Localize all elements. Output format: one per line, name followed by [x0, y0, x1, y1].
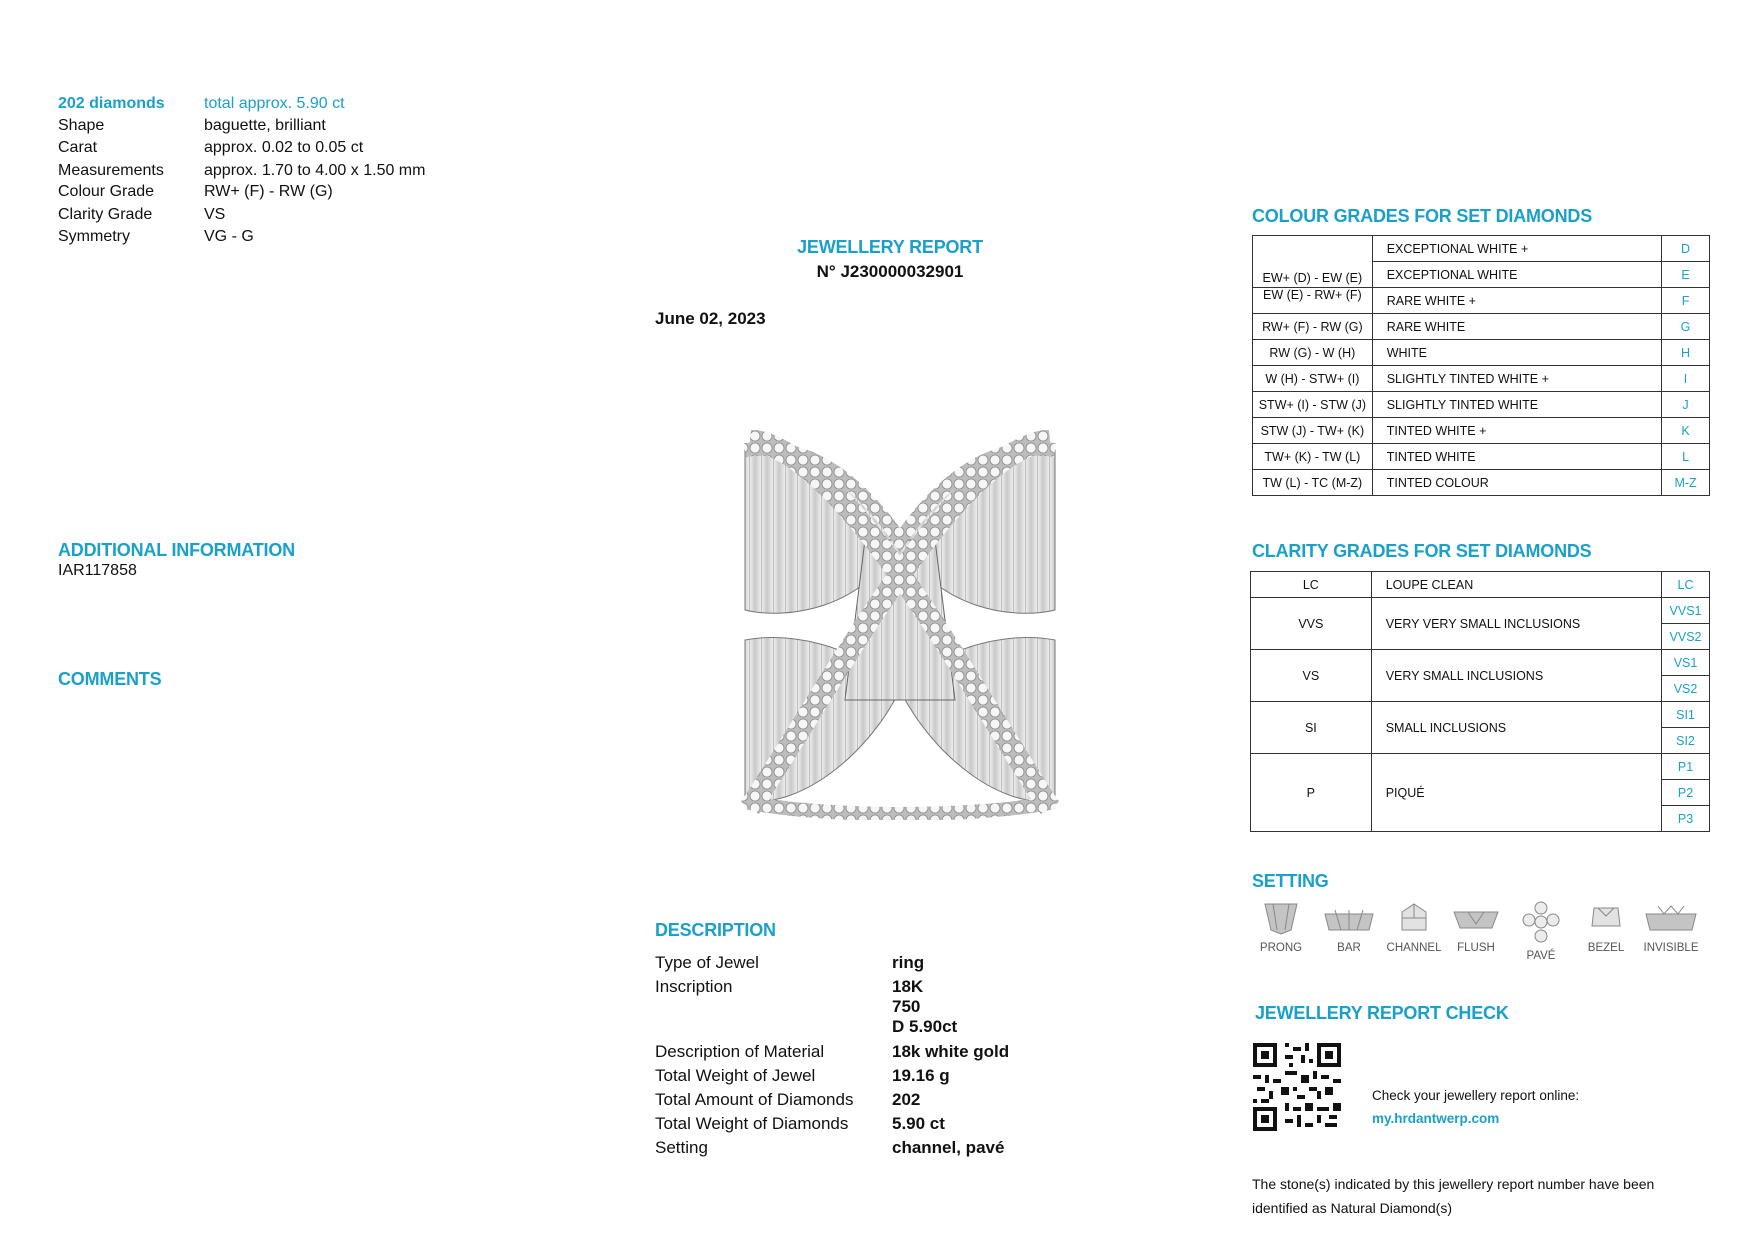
setting-label: CHANNEL	[1386, 942, 1442, 954]
description-value: 5.90 ct	[892, 1114, 945, 1133]
disclaimer-line-2: identified as Natural Diamond(s)	[1252, 1200, 1452, 1216]
table-row	[1253, 314, 1710, 340]
colour-group: EW (E) - RW+ (F)	[1253, 288, 1373, 314]
colour-group: TW+ (K) - TW (L)	[1253, 444, 1373, 470]
report-check-link[interactable]: my.hrdantwerp.com	[1372, 1111, 1500, 1126]
description-key: Total Weight of Jewel	[655, 1066, 816, 1085]
stone-row-value: baguette, brilliant	[204, 117, 326, 134]
colour-code: L	[1662, 444, 1710, 470]
description-key: Total Weight of Diamonds	[655, 1114, 849, 1133]
colour-name: SLIGHTLY TINTED WHITE	[1372, 392, 1661, 418]
setting-prong	[1250, 900, 1312, 954]
description-value: channel, pavé	[892, 1138, 1005, 1157]
table-row	[1251, 702, 1710, 728]
description-value: 18K	[892, 977, 924, 996]
table-row	[1253, 366, 1710, 392]
colour-group: W (H) - STW+ (I)	[1253, 366, 1373, 392]
colour-name: TINTED WHITE +	[1372, 418, 1661, 444]
colour-code: J	[1662, 392, 1710, 418]
description-value: 18k white gold	[892, 1042, 1010, 1061]
additional-info-title: ADDITIONAL INFORMATION	[58, 540, 295, 560]
report-number: N° J230000032901	[816, 262, 964, 281]
colour-name: RARE WHITE +	[1372, 288, 1661, 314]
clarity-name: SMALL INCLUSIONS	[1371, 702, 1661, 754]
description-value: 750	[892, 997, 921, 1016]
colour-name: EXCEPTIONAL WHITE	[1372, 262, 1661, 288]
additional-info-value: IAR117858	[58, 562, 137, 579]
colour-code: M-Z	[1662, 470, 1710, 496]
colour-code: K	[1662, 418, 1710, 444]
clarity-abbr: VVS	[1251, 598, 1372, 650]
stone-row-value: RW+ (F) - RW (G)	[204, 183, 333, 200]
channel-icon	[1394, 900, 1434, 936]
bar-icon	[1323, 900, 1375, 936]
setting-label: INVISIBLE	[1643, 942, 1699, 954]
clarity-code: VS2	[1662, 676, 1710, 702]
qr-code[interactable]	[1253, 1043, 1341, 1131]
colour-name: RARE WHITE	[1372, 314, 1661, 340]
setting-invisible	[1640, 900, 1702, 954]
stone-row-key: Clarity Grade	[58, 206, 153, 223]
clarity-abbr: VS	[1251, 650, 1372, 702]
table-row	[1251, 598, 1710, 624]
colour-group: EW+ (D) - EW (E)	[1253, 236, 1373, 288]
colour-grades-table	[1252, 235, 1710, 496]
description-value: D 5.90ct	[892, 1017, 958, 1036]
table-row	[1253, 288, 1710, 314]
table-row	[1253, 236, 1710, 262]
clarity-abbr: P	[1251, 754, 1372, 832]
flush-icon	[1452, 900, 1500, 936]
diamond-total-carat: total approx. 5.90 ct	[204, 95, 345, 112]
disclaimer-line-1: The stone(s) indicated by this jewellery report number have been	[1252, 1176, 1655, 1192]
clarity-code: VVS1	[1662, 598, 1710, 624]
colour-code: H	[1662, 340, 1710, 366]
setting-bar	[1318, 900, 1380, 954]
table-row	[1251, 572, 1710, 598]
stone-row-key: Colour Grade	[58, 183, 155, 200]
description-value: 202	[892, 1090, 921, 1109]
setting-label: FLUSH	[1457, 942, 1495, 954]
colour-code: D	[1662, 236, 1710, 262]
colour-group: RW (G) - W (H)	[1253, 340, 1373, 366]
report-title: JEWELLERY REPORT	[797, 237, 983, 257]
clarity-grades-title: CLARITY GRADES FOR SET DIAMONDS	[1252, 541, 1592, 561]
colour-name: TINTED COLOUR	[1372, 470, 1661, 496]
clarity-name: VERY VERY SMALL INCLUSIONS	[1371, 598, 1661, 650]
report-check-text: Check your jewellery report online:	[1372, 1088, 1580, 1103]
bezel-icon	[1586, 900, 1626, 936]
setting-label: BAR	[1337, 942, 1361, 954]
clarity-abbr: SI	[1251, 702, 1372, 754]
table-row	[1253, 444, 1710, 470]
colour-group: TW (L) - TC (M-Z)	[1253, 470, 1373, 496]
colour-group: STW+ (I) - STW (J)	[1253, 392, 1373, 418]
colour-code: I	[1662, 366, 1710, 392]
comments-title: COMMENTS	[58, 669, 162, 689]
table-row	[1251, 650, 1710, 676]
clarity-code: P3	[1662, 806, 1710, 832]
description-key: Description of Material	[655, 1042, 825, 1061]
table-row	[1251, 754, 1710, 780]
table-row	[1253, 392, 1710, 418]
stone-row-key: Symmetry	[58, 228, 130, 245]
report-check-title: JEWELLERY REPORT CHECK	[1255, 1003, 1509, 1023]
table-row	[1253, 470, 1710, 496]
setting-bezel	[1575, 900, 1637, 954]
colour-code: F	[1662, 288, 1710, 314]
clarity-abbr: LC	[1251, 572, 1372, 598]
stone-row-value: approx. 0.02 to 0.05 ct	[204, 139, 364, 156]
stone-row-key: Measurements	[58, 162, 164, 179]
setting-channel	[1383, 900, 1445, 954]
description-key: Type of Jewel	[655, 953, 759, 972]
clarity-name: VERY SMALL INCLUSIONS	[1371, 650, 1661, 702]
clarity-name: LOUPE CLEAN	[1371, 572, 1661, 598]
invisible-icon	[1644, 900, 1698, 936]
setting-flush	[1445, 900, 1507, 954]
setting-pave	[1510, 900, 1572, 962]
prong-icon	[1261, 900, 1301, 936]
clarity-code: VVS2	[1662, 624, 1710, 650]
report-date: June 02, 2023	[655, 309, 766, 328]
description-value: 19.16 g	[892, 1066, 950, 1085]
clarity-code: P2	[1662, 780, 1710, 806]
stone-row-key: Carat	[58, 139, 98, 156]
stone-row-key: Shape	[58, 117, 105, 134]
setting-label: PAVÉ	[1526, 950, 1556, 962]
clarity-name: PIQUÉ	[1371, 754, 1661, 832]
table-row	[1253, 340, 1710, 366]
clarity-code: VS1	[1662, 650, 1710, 676]
stone-row-value: approx. 1.70 to 4.00 x 1.50 mm	[204, 162, 426, 179]
colour-grades-title: COLOUR GRADES FOR SET DIAMONDS	[1252, 206, 1593, 226]
description-key: Setting	[655, 1138, 708, 1157]
colour-group: RW+ (F) - RW (G)	[1253, 314, 1373, 340]
clarity-grades-table	[1250, 571, 1710, 832]
clarity-code: SI1	[1662, 702, 1710, 728]
diamond-count: 202 diamonds	[58, 95, 165, 112]
description-key: Total Amount of Diamonds	[655, 1090, 854, 1109]
description-key: Inscription	[655, 977, 733, 996]
stone-row-value: VG - G	[204, 228, 254, 245]
colour-group: STW (J) - TW+ (K)	[1253, 418, 1373, 444]
colour-name: SLIGHTLY TINTED WHITE +	[1372, 366, 1661, 392]
stone-row-value: VS	[204, 206, 226, 223]
colour-name: TINTED WHITE	[1372, 444, 1661, 470]
setting-label: PRONG	[1259, 942, 1303, 954]
setting-label: BEZEL	[1587, 942, 1625, 954]
setting-title: SETTING	[1252, 871, 1329, 891]
ring-pave-rim-bottom	[745, 802, 1055, 814]
clarity-code: SI2	[1662, 728, 1710, 754]
ring-photo	[725, 430, 1075, 820]
clarity-code: LC	[1662, 572, 1710, 598]
colour-code: E	[1662, 262, 1710, 288]
pave-icon	[1517, 900, 1565, 944]
description-title: DESCRIPTION	[655, 920, 776, 940]
description-value: ring	[892, 953, 925, 972]
colour-code: G	[1662, 314, 1710, 340]
table-row	[1253, 418, 1710, 444]
colour-name: WHITE	[1372, 340, 1661, 366]
clarity-code: P1	[1662, 754, 1710, 780]
colour-name: EXCEPTIONAL WHITE +	[1372, 236, 1661, 262]
